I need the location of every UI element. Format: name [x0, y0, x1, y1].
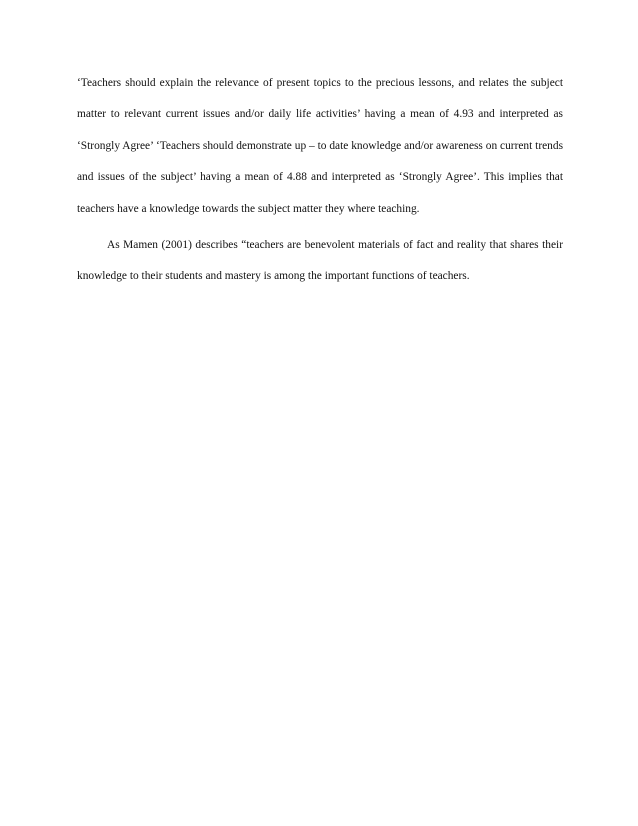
- body-text: [77, 68, 563, 292]
- paragraph: ‘Teachers should explain the relevance of present topics to the precious lessons, and relates the subject matter to relevant current issues and/or daily life activities’ having a mean of 4.93 and interpreted as ‘Strongly Agree’ ‘Teachers should demonstrate up – to date knowledge and/or awareness on current trends and issues of the subject’ having a mean of 4.88 and interpreted as ‘Strongly Agree’. This implies that teachers have a knowledge towards the subject matter they where teaching.: [77, 77, 563, 215]
- paragraph: As Mamen (2001) describes “teachers are benevolent materials of fact and reality that shares their knowledge to their students and mastery is among the important functions of teachers.: [77, 238, 563, 282]
